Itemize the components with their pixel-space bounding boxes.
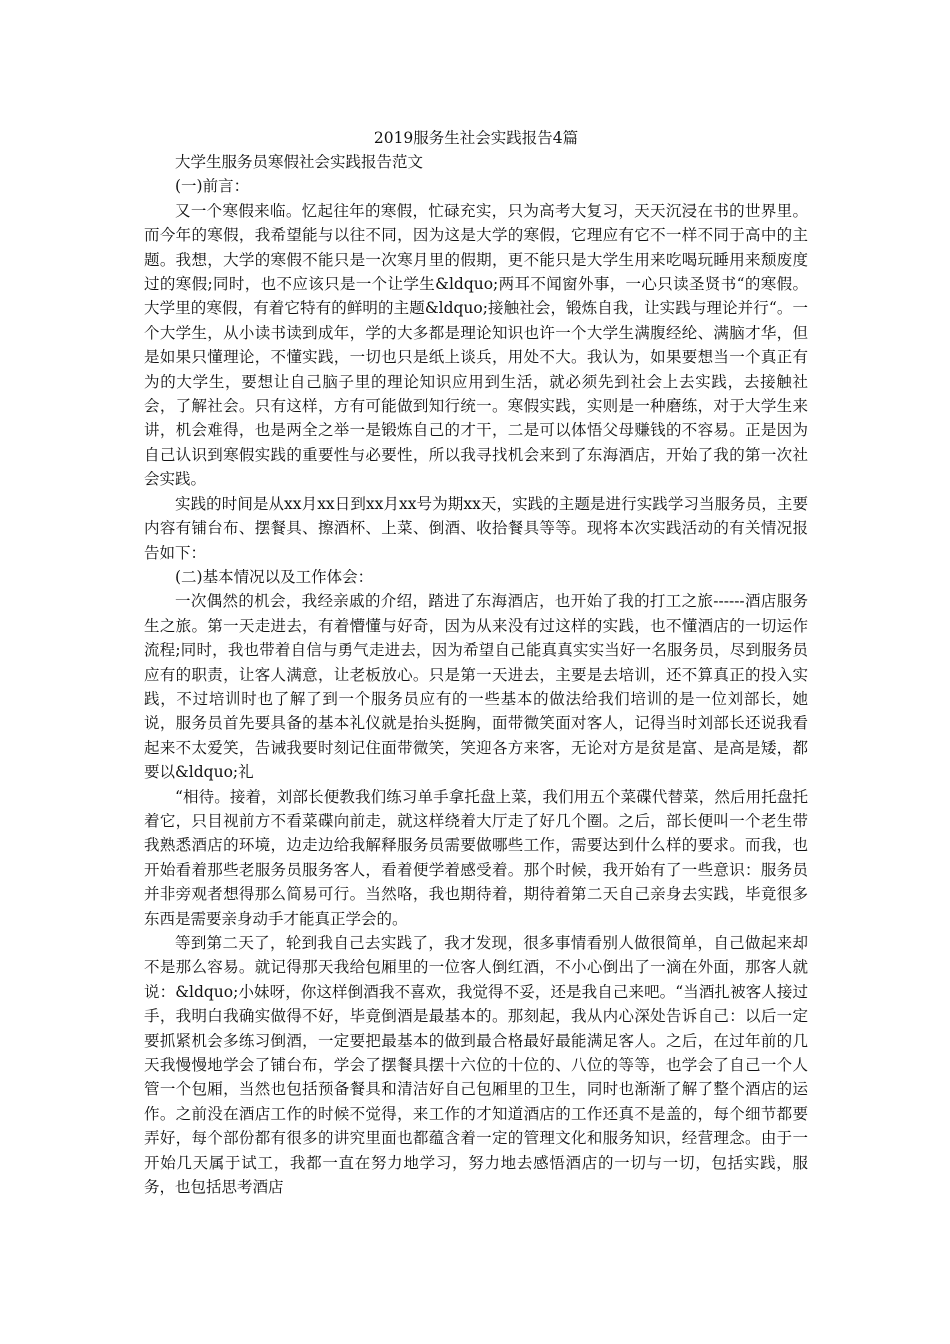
document-page	[144, 126, 808, 1199]
body-paragraph: 等到第二天了，轮到我自己去实践了，我才发现，很多事情看别人做很简单，自己做起来却不是那么容易。就记得那天我给包厢里的一位客人倒红酒，不小心倒出了一滴在外面，那客人就说：&ldquo;小妹呀，你这样倒酒我不喜欢，我觉得不妥，还是我自己来吧。“当酒扎被客人接过手，我明白我确实做得不好，毕竟倒酒是最基本的。那刻起，我从内心深处告诉自己：以后一定要抓紧机会多练习倒酒，一定要把最基本的做到最合格最好最能满足客人。之后，在过年前的几天我慢慢地学会了铺台布，学会了摆餐具摆十六位的十位的、八位的等等，也学会了自己一个人管一个包厢，当然也包括预备餐具和清洁好自己包厢里的卫生，同时也渐渐了解了整个酒店的运作。之前没在酒店工作的时候不觉得，来工作的才知道酒店的工作还真不是盖的，每个细节都要弄好，每个部份都有很多的讲究里面也都蕴含着一定的管理文化和服务知识，经营理念。由于一开始几天属于试工，我都一直在努力地学习，努力地去感悟酒店的一切与一切，包括实践，服务，也包括思考酒店	[144, 934, 808, 1197]
document-title: 2019服务生社会实践报告4篇	[373, 129, 579, 147]
body-paragraph: 又一个寒假来临。忆起往年的寒假，忙碌充实，只为高考大复习，天天沉浸在书的世界里。而今年的寒假，我希望能与以往不同，因为这是大学的寒假，它理应有它不一样不同于高中的主题。我想，大学的寒假不能只是一次寒月里的假期，更不能只是大学生用来吃喝玩睡用来颓废度过的寒假;同时，也不应该只是一个让学生&ldquo;两耳不闻窗外事，一心只读圣贤书“的寒假。大学里的寒假，有着它特有的鲜明的主题&ldquo;接触社会，锻炼自我，让实践与理论并行“。一个大学生，从小读书读到成年，学的大多都是理论知识也许一个大学生满腹经纶、满脑才华，但是如果只懂理论，不懂实践，一切也只是纸上谈兵，用处不大。我认为，如果要想当一个真正有为的大学生，要想让自己脑子里的理论知识应用到生活，就必须先到社会上去实践，去接触社会，了解社会。只有这样，方有可能做到知行统一。寒假实践，实则是一种磨练，对于大学生来讲，机会难得，也是两全之举一是锻炼自己的才干，二是可以体悟父母赚钱的不容易。正是因为自己认识到寒假实践的重要性与必要性，所以我寻找机会来到了东海酒店，开始了我的第一次社会实践。	[144, 201, 808, 489]
body-paragraph: 实践的时间是从xx月xx日到xx月xx号为期xx天，实践的主题是进行实践学习当服务员，主要内容有铺台布、摆餐具、擦酒杯、上菜、倒酒、收拾餐具等等。现将本次实践活动的有关情况报告如下：	[144, 494, 808, 562]
section-heading-preface: (一)前言：	[175, 177, 250, 196]
body-paragraph: 一次偶然的机会，我经亲戚的介绍，踏进了东海酒店，也开始了我的打工之旅------酒店服务生之旅。第一天走进去，有着懵懂与好奇，因为从来没有过这样的实践，也不懂酒店的一切运作流程;同时，我也带着自信与勇气走进去，因为希望自己能真真实实当好一名服务员，尽到服务员应有的职责，让客人满意，让老板放心。只是第一天进去，主要是去培训，还不算真正的投入实践，不过培训时也了解了到一个服务员应有的一些基本的做法给我们培训的是一位刘部长，她说，服务员首先要具备的基本礼仪就是抬头挺胸，面带微笑面对客人，记得当时刘部长还说我看起来不太爱笑，告诫我要时刻记住面带微笑，笑迎各方来客，无论对方是贫是富、是高是矮，都要以&ldquo;礼	[144, 592, 808, 782]
section-heading-situation: (二)基本情况以及工作体会：	[175, 567, 374, 586]
subtitle-paragraph: 大学生服务员寒假社会实践报告范文	[175, 153, 424, 171]
body-paragraph: “相待。接着，刘部长便教我们练习单手拿托盘上菜，我们用五个菜碟代替菜，然后用托盘托着它，只目视前方不看菜碟向前走，就这样绕着大厅走了好几个圈。之后，部长便叫一个老生带我熟悉酒店的环境，边走边给我解释服务员需要做哪些工作，需要达到什么样的要求。而我，也开始看着那些老服务员服务客人，看着便学着感受着。那个时候，我开始有了一些意识：服务员并非旁观者想得那么简易可行。当然咯，我也期待着，期待着第二天自己亲身去实践，毕竟很多东西是需要亲身动手才能真正学会的。	[144, 787, 808, 928]
